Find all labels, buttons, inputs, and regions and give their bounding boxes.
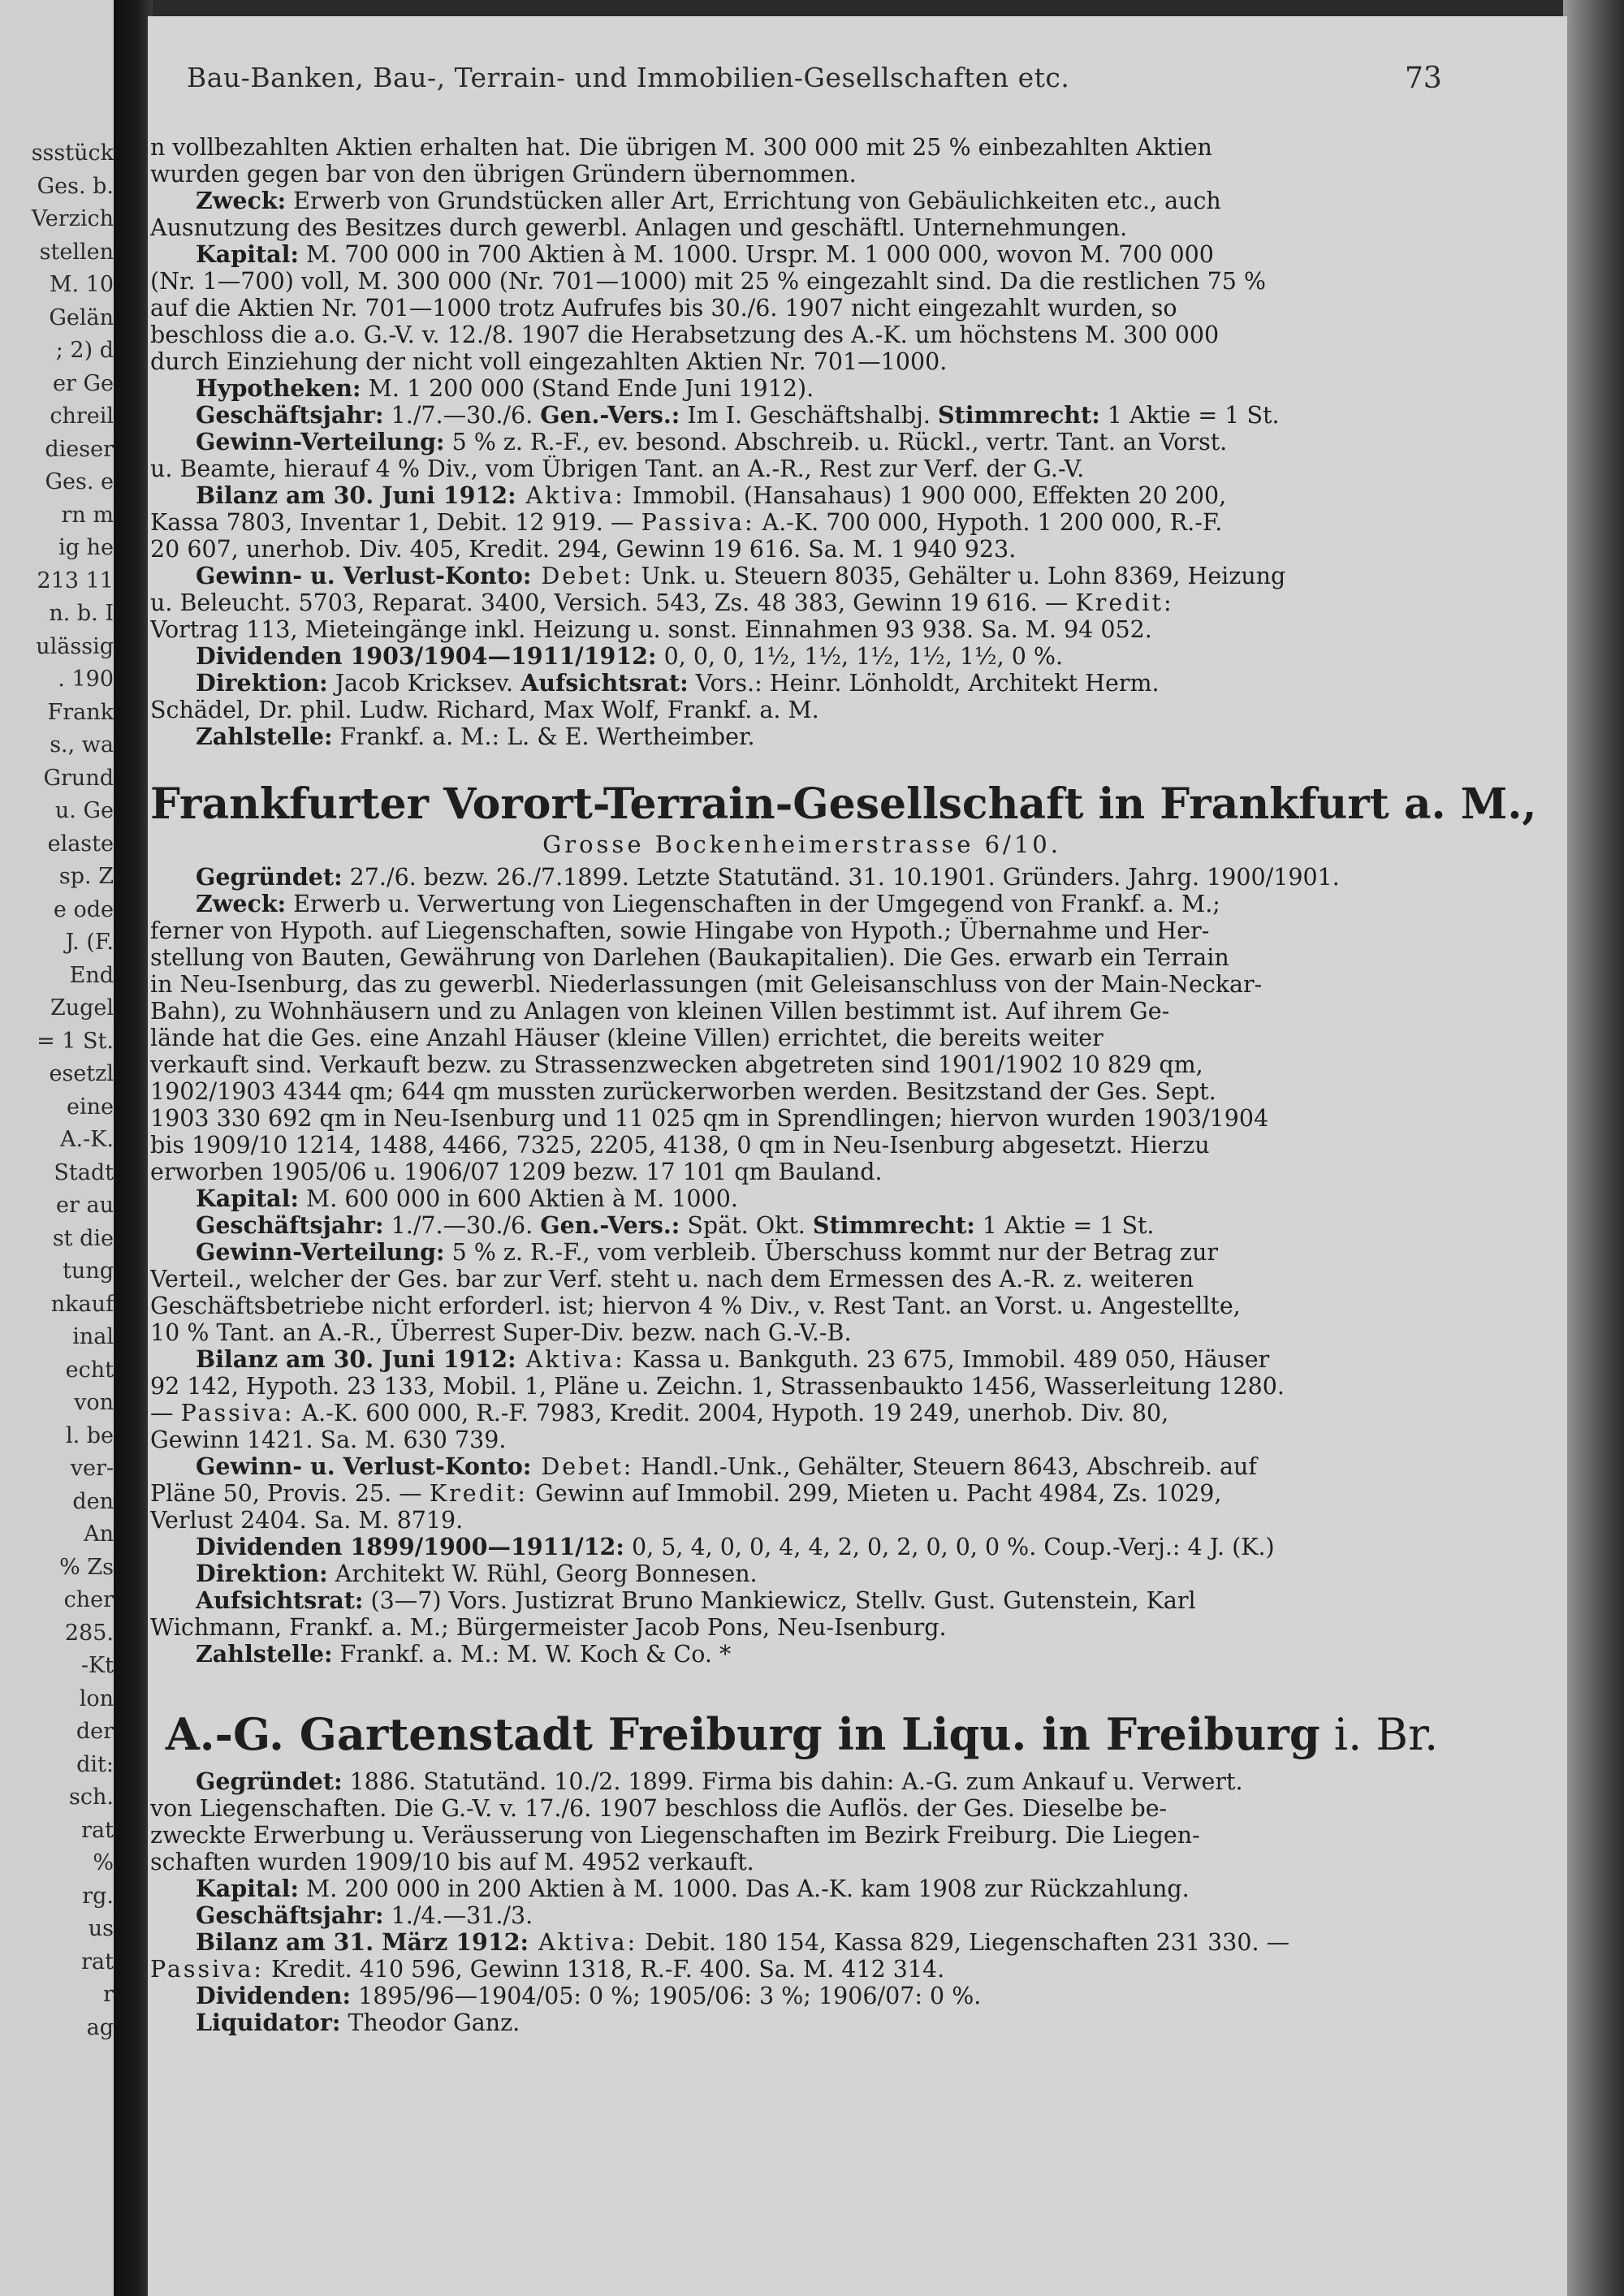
bilanz-label: Bilanz am 30. Juni 1912: <box>196 1346 516 1373</box>
left-page-fragment: Ges. b. <box>37 173 114 199</box>
left-page-fragment: tung <box>63 1258 114 1284</box>
text-line: Gewinn 1421. Sa. M. 630 739. <box>150 1426 507 1453</box>
direktion-label: Direktion: <box>196 670 328 697</box>
text-line: in Neu-Isenburg, das zu gewerbl. Niederlassungen (mit Geleisanschluss von der Main-Neckar- <box>150 971 1263 998</box>
left-page-fragment: n. b. I <box>49 601 114 626</box>
page-edge <box>1563 0 1624 2296</box>
kapital-label: Kapital: <box>196 241 299 268</box>
left-page-fragment: . 190 <box>58 667 114 692</box>
entry-gartenstadt-freiburg <box>150 1708 1453 2036</box>
left-page-fragment: sp. Z <box>58 864 114 889</box>
left-page-fragment: Ges. e <box>45 469 114 494</box>
entry-continuation <box>150 134 1453 750</box>
text-line: Verlust 2404. Sa. M. 8719. <box>150 1507 464 1534</box>
stimmrecht-label: Stimmrecht: <box>812 1212 975 1239</box>
text-line: verkauft sind. Verkauft bezw. zu Strassenzwecken abgetreten sind 1901/1902 10 829 qm, <box>150 1051 1203 1078</box>
page-number: 73 <box>1405 62 1442 95</box>
kapital-label: Kapital: <box>196 1185 299 1212</box>
bilanz-line: Bilanz am 30. Juni 1912: Aktiva: Kassa u. Bankguth. 23 675, Immobil. 489 050, Häuser <box>196 1346 1270 1373</box>
page-content <box>150 134 1537 2036</box>
zahlstelle-line: Zahlstelle: Frankf. a. M.: L. & E. Wertheimber. <box>196 723 755 750</box>
hypotheken-line: Hypotheken: M. 1 200 000 (Stand Ende Juni 1912). <box>196 375 814 402</box>
text-line: bis 1909/10 1214, 1488, 4466, 7325, 2205, 4138, 0 qm in Neu-Isenburg abgesetzt. Hierzu <box>150 1132 1210 1159</box>
left-page-fragment: Frank <box>47 699 114 725</box>
dividenden-line: Dividenden 1899/1900—1911/12: 0, 5, 4, 0, 0, 4, 4, 2, 0, 2, 0, 0, 0 %. Coup.-Verj.: 4 J. (K.) <box>196 1534 1275 1560</box>
text-line: Wichmann, Frankf. a. M.; Bürgermeister Jacob Pons, Neu-Isenburg. <box>150 1614 947 1641</box>
bilanz-label: Bilanz am 31. März 1912: <box>196 1929 529 1956</box>
text-line: durch Einziehung der nicht voll eingezahlten Aktien Nr. 701—1000. <box>150 348 948 375</box>
kapital-line: Kapital: M. 600 000 in 600 Aktien à M. 1000. <box>196 1185 738 1212</box>
company-title: A.-G. Gartenstadt Freiburg in Liqu. in Freiburg i. Br. <box>165 1708 1439 1760</box>
gegruendet-label: Gegründet: <box>196 864 343 891</box>
left-page-fragment: von <box>74 1390 114 1415</box>
aufsichtsrat-line: Aufsichtsrat: (3—7) Vors. Justizrat Bruno Mankiewicz, Stellv. Gust. Gutenstein, Karl <box>196 1587 1196 1614</box>
geschaeftsjahr-line: Geschäftsjahr: 1./7.—30./6. Gen.-Vers.: Im I. Geschäftshalbj. Stimmrecht: 1 Aktie = 1 St. <box>196 402 1280 429</box>
left-page-fragment: chreil <box>50 404 114 429</box>
left-page-fragment: er Ge <box>52 370 114 396</box>
geschaeftsjahr-label: Geschäftsjahr: <box>196 402 384 429</box>
kapital-label: Kapital: <box>196 1875 299 1902</box>
left-page-fragment: dit: <box>76 1751 114 1777</box>
text-line: u. Beleucht. 5703, Reparat. 3400, Versich. 543, Zs. 48 383, Gewinn 19 616. — Kredit: <box>150 589 1174 616</box>
left-page-fragment: % <box>93 1850 114 1875</box>
left-page-fragment: ig he <box>58 535 114 560</box>
gewinn-verlust-line: Gewinn- u. Verlust-Konto: Debet: Handl.-Unk., Gehälter, Steuern 8643, Abschreib. auf <box>196 1453 1257 1480</box>
gewinn-verlust-label: Gewinn- u. Verlust-Konto: <box>196 563 532 589</box>
geschaeftsjahr-label: Geschäftsjahr: <box>196 1212 384 1239</box>
left-page-fragment: cher <box>63 1587 114 1612</box>
left-page-fragment: eine <box>67 1094 114 1120</box>
left-page-fragment: ver- <box>70 1456 114 1481</box>
text-line: 1902/1903 4344 qm; 644 qm mussten zurückerworben werden. Besitzstand der Ges. Sept. <box>150 1078 1216 1105</box>
gewinn-verteilung-line: Gewinn-Verteilung: 5 % z. R.-F., vom verbleib. Überschuss kommt nur der Betrag zur <box>196 1239 1219 1266</box>
text-line: lände hat die Ges. eine Anzahl Häuser (kleine Villen) errichtet, die bereits weiter <box>150 1025 1104 1051</box>
liquidator-line: Liquidator: Theodor Ganz. <box>196 2009 520 2036</box>
company-title: Frankfurter Vorort-Terrain-Gesellschaft in Frankfurt a. M., <box>150 779 1537 829</box>
zweck-label: Zweck: <box>196 891 287 917</box>
liquidator-label: Liquidator: <box>196 2009 341 2036</box>
left-page-fragment: % Zs <box>59 1554 114 1580</box>
left-page-fragment: Stadt <box>54 1159 114 1185</box>
left-page-fragment: us <box>88 1916 114 1941</box>
left-page-fragment: echt <box>65 1357 114 1383</box>
left-page-fragment: s., wa <box>50 732 114 757</box>
direktion-line: Direktion: Jacob Kricksev. Aufsichtsrat: Vors.: Heinr. Lönholdt, Architekt Herm. <box>196 670 1160 697</box>
kapital-line: Kapital: M. 700 000 in 700 Aktien à M. 1000. Urspr. M. 1 000 000, wovon M. 700 000 <box>196 241 1214 268</box>
zahlstelle-line: Zahlstelle: Frankf. a. M.: M. W. Koch & Co. * <box>196 1641 732 1668</box>
text-line: schaften wurden 1909/10 bis auf M. 4952 verkauft. <box>150 1849 754 1875</box>
kapital-line: Kapital: M. 200 000 in 200 Aktien à M. 1000. Das A.-K. kam 1908 zur Rückzahlung. <box>196 1875 1190 1902</box>
text-line: Ausnutzung des Besitzes durch gewerbl. Anlagen und geschäftl. Unternehmungen. <box>150 214 1128 241</box>
bilanz-line: Bilanz am 30. Juni 1912: Aktiva: Immobil. (Hansahaus) 1 900 000, Effekten 20 200, <box>196 482 1227 509</box>
left-page-fragment: = 1 St. <box>37 1028 114 1054</box>
left-page-fragment: -Kt <box>80 1653 114 1678</box>
zahlstelle-label: Zahlstelle: <box>196 1641 333 1668</box>
left-page-fragment: inal <box>72 1324 114 1349</box>
text-line: stellung von Bauten, Gewährung von Darlehen (Baukapitalien). Die Ges. erwarb ein Terrain <box>150 944 1229 971</box>
left-page-fragment: J. (F. <box>65 930 114 955</box>
left-page-fragment: u. Ge <box>54 798 114 823</box>
left-page-fragment: rat <box>81 1817 114 1843</box>
text-line: (Nr. 1—700) voll, M. 300 000 (Nr. 701—1000) mit 25 % eingezahlt sind. Da die restlichen 75 % <box>150 268 1266 295</box>
left-page-fragment: ; 2) d <box>55 338 114 363</box>
left-page-fragment: den <box>72 1488 114 1514</box>
left-page-fragment: An <box>84 1521 114 1547</box>
left-page-fragment: A.-K. <box>60 1127 114 1152</box>
gegruendet-label: Gegründet: <box>196 1768 343 1795</box>
left-page-fragment: er au <box>56 1193 114 1218</box>
text-line: erworben 1905/06 u. 1906/07 1209 bezw. 17 101 qm Bauland. <box>150 1159 883 1185</box>
bilanz-label: Bilanz am 30. Juni 1912: <box>196 482 516 509</box>
zweck-label: Zweck: <box>196 188 287 214</box>
text-line: Kassa 7803, Inventar 1, Debit. 12 919. — Passiva: A.-K. 700 000, Hypoth. 1 200 000, R.-F. <box>150 509 1223 536</box>
gewinn-verteilung-label: Gewinn-Verteilung: <box>196 429 445 455</box>
text-line: 1903 330 692 qm in Neu-Isenburg und 11 025 qm in Sprendlingen; hiervon wurden 1903/1904 <box>150 1105 1269 1132</box>
running-head: Bau-Banken, Bau-, Terrain- und Immobilien-Gesellschaften etc. <box>187 62 1070 93</box>
text-line: 10 % Tant. an A.-R., Überrest Super-Div. bezw. nach G.-V.-B. <box>150 1319 852 1346</box>
left-page-fragment: dieser <box>45 436 114 462</box>
left-page-fragment: sch. <box>69 1785 114 1810</box>
text-line: Pläne 50, Provis. 25. — Kredit: Gewinn auf Immobil. 299, Mieten u. Pacht 4984, Zs. 1029, <box>150 1480 1222 1507</box>
hypotheken-label: Hypotheken: <box>196 375 361 402</box>
left-page-fragment: rg. <box>82 1883 114 1909</box>
entry-frankfurter-vorort <box>150 779 1537 1668</box>
dividenden-label: Dividenden 1899/1900—1911/12: <box>196 1534 624 1560</box>
text-line: wurden gegen bar von den übrigen Gründern übernommen. <box>150 161 857 188</box>
gen-vers-label: Gen.-Vers.: <box>540 402 680 429</box>
aufsichtsrat-label: Aufsichtsrat: <box>520 670 689 697</box>
bilanz-line: Bilanz am 31. März 1912: Aktiva: Debit. 180 154, Kassa 829, Liegenschaften 231 330. — <box>196 1929 1290 1956</box>
left-page-fragment: End <box>69 962 114 988</box>
direktion-label: Direktion: <box>196 1560 328 1587</box>
gegruendet-line: Gegründet: 1886. Statutänd. 10./2. 1899. Firma bis dahin: A.-G. zum Ankauf u. Verwert. <box>196 1768 1243 1795</box>
left-page-fragment: M. 10 <box>49 272 114 297</box>
text-line: u. Beamte, hierauf 4 % Div., vom Übrigen Tant. an A.-R., Rest zur Verf. der G.-V. <box>150 455 1085 482</box>
left-page-fragment: elaste <box>47 831 114 857</box>
dividenden-label: Dividenden 1903/1904—1911/1912: <box>196 643 657 670</box>
stimmrecht-label: Stimmrecht: <box>937 402 1100 429</box>
gewinn-verlust-label: Gewinn- u. Verlust-Konto: <box>196 1453 532 1480</box>
dividenden-line: Dividenden 1903/1904—1911/1912: 0, 0, 0, 1½, 1½, 1½, 1½, 1½, 0 %. <box>196 643 1064 670</box>
dividenden-line: Dividenden: 1895/96—1904/05: 0 %; 1905/06: 3 %; 1906/07: 0 %. <box>196 1983 982 2009</box>
left-page-fragment: l. be <box>65 1422 114 1448</box>
text-line: beschloss die a.o. G.-V. v. 12./8. 1907 die Herabsetzung des A.-K. um höchstens M. 300 000 <box>150 322 1220 348</box>
left-page-fragment: Zugel <box>50 995 114 1021</box>
left-page-fragment: Grund <box>43 765 114 791</box>
left-page-fragment: Verzich <box>31 206 114 231</box>
book-gutter <box>114 0 153 2296</box>
left-page-fragment: ag <box>86 2014 114 2040</box>
text-line: Geschäftsbetriebe nicht erforderl. ist; hiervon 4 % Div., v. Rest Tant. an Vorst. u. Angestellte, <box>150 1293 1241 1319</box>
zahlstelle-label: Zahlstelle: <box>196 723 333 750</box>
left-page-fragment: e ode <box>53 896 114 922</box>
text-line: n vollbezahlten Aktien erhalten hat. Die übrigen M. 300 000 mit 25 % einbezahlten Aktien <box>150 134 1212 161</box>
left-page-fragment: rat <box>81 1949 114 1974</box>
left-page-fragment: rn m <box>61 502 114 528</box>
text-line: Passiva: Kredit. 410 596, Gewinn 1318, R.-F. 400. Sa. M. 412 314. <box>150 1956 945 1983</box>
gewinn-verteilung-line: Gewinn-Verteilung: 5 % z. R.-F., ev. besond. Abschreib. u. Rückl., vertr. Tant. an Vorst. <box>196 429 1228 455</box>
geschaeftsjahr-line: Geschäftsjahr: 1./7.—30./6. Gen.-Vers.: Spät. Okt. Stimmrecht: 1 Aktie = 1 St. <box>196 1212 1155 1239</box>
geschaeftsjahr-label: Geschäftsjahr: <box>196 1902 384 1929</box>
left-page-fragment: stellen <box>39 239 114 265</box>
gegruendet-line: Gegründet: 27./6. bezw. 26./7.1899. Letzte Statutänd. 31. 10.1901. Gründers. Jahrg. 1900/1901. <box>196 864 1340 891</box>
left-page-fragment: ulässig <box>36 633 114 659</box>
text-line: 92 142, Hypoth. 23 133, Mobil. 1, Pläne u. Zeichn. 1, Strassenbaukto 1456, Wasserleitung 1280. <box>150 1373 1285 1400</box>
text-line: Bahn), zu Wohnhäusern und zu Anlagen von kleinen Villen bestimmt ist. Auf ihrem Ge- <box>150 998 1170 1025</box>
zweck-line: Zweck: Erwerb von Grundstücken aller Art, Errichtung von Gebäulichkeiten etc., auch <box>196 188 1221 214</box>
text-line: auf die Aktien Nr. 701—1000 trotz Aufrufes bis 30./6. 1907 nicht eingezahlt wurden, so <box>150 295 1177 322</box>
gewinn-verteilung-label: Gewinn-Verteilung: <box>196 1239 445 1266</box>
text-line: Vortrag 113, Mieteingänge inkl. Heizung u. sonst. Einnahmen 93 938. Sa. M. 94 052. <box>150 616 1152 643</box>
left-page-fragment: esetzl <box>49 1061 114 1086</box>
left-page-fragment: 213 11 <box>37 568 114 593</box>
left-page-fragment: 285. <box>64 1620 114 1646</box>
left-page-fragment: lon <box>79 1685 114 1711</box>
left-page-fragment: Gelän <box>49 304 114 330</box>
company-address: Grosse Bockenheimerstrasse 6/10. <box>542 831 1061 858</box>
left-page-fragment: r <box>103 1982 114 2007</box>
dividenden-label: Dividenden: <box>196 1983 352 2009</box>
gewinn-verlust-line: Gewinn- u. Verlust-Konto: Debet: Unk. u. Steuern 8035, Gehälter u. Lohn 8369, Heizung <box>196 563 1286 589</box>
zweck-line: Zweck: Erwerb u. Verwertung von Liegenschaften in der Umgegend von Frankf. a. M.; <box>196 891 1220 917</box>
text-line: 20 607, unerhob. Div. 405, Kredit. 294, Gewinn 19 616. Sa. M. 1 940 923. <box>150 536 1017 563</box>
text-line: zweckte Erwerbung u. Veräusserung von Liegenschaften im Bezirk Freiburg. Die Liegen- <box>150 1822 1200 1849</box>
left-page-fragment: ssstück <box>31 140 114 166</box>
text-line: ferner von Hypoth. auf Liegenschaften, sowie Hingabe von Hypoth.; Übernahme und Her- <box>150 917 1210 944</box>
text-line: Schädel, Dr. phil. Ludw. Richard, Max Wolf, Frankf. a. M. <box>150 697 819 723</box>
gen-vers-label: Gen.-Vers.: <box>540 1212 680 1239</box>
left-page-fragment: st die <box>52 1225 114 1251</box>
left-page-fragment: der <box>76 1719 114 1744</box>
aufsichtsrat-label: Aufsichtsrat: <box>196 1587 364 1614</box>
text-line: — Passiva: A.-K. 600 000, R.-F. 7983, Kredit. 2004, Hypoth. 19 249, unerhob. Div. 80, <box>150 1400 1169 1426</box>
left-page-margin <box>0 0 120 2296</box>
left-page-fragment: nkauf <box>50 1291 114 1317</box>
direktion-line: Direktion: Architekt W. Rühl, Georg Bonnesen. <box>196 1560 758 1587</box>
geschaeftsjahr-line: Geschäftsjahr: 1./4.—31./3. <box>196 1902 533 1929</box>
text-line: von Liegenschaften. Die G.-V. v. 17./6. 1907 beschloss die Auflös. der Ges. Dieselbe be- <box>150 1795 1168 1822</box>
text-line: Verteil., welcher der Ges. bar zur Verf. steht u. nach dem Ermessen des A.-R. z. weiteren <box>150 1266 1194 1293</box>
